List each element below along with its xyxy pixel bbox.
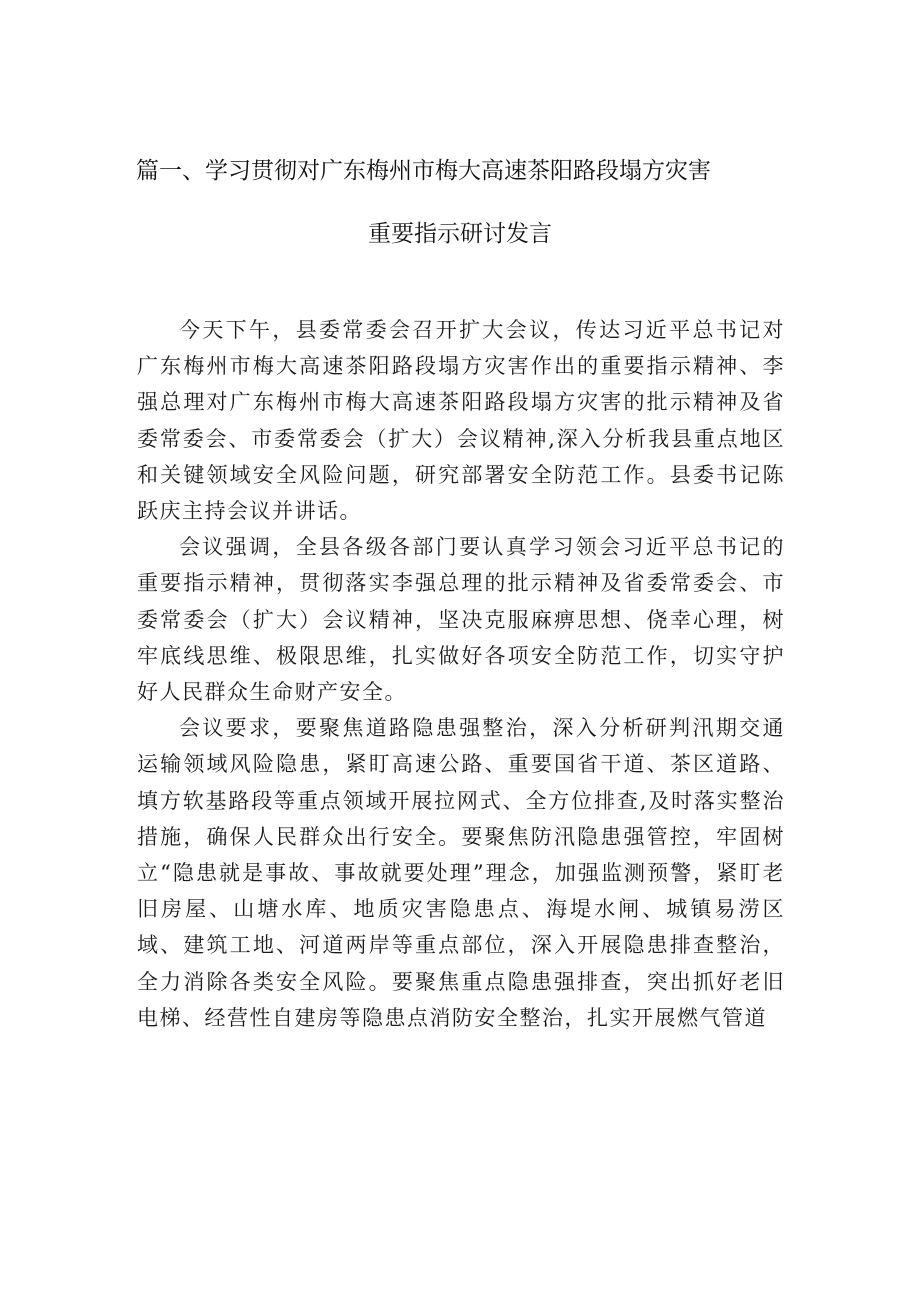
document-title-line-1: 篇一、学习贯彻对广东梅州市梅大高速茶阳路段塌方灾害 [136, 158, 711, 184]
paragraph-1: 今天下午，县委常委会召开扩大会议，传达习近平总书记对广东梅州市梅大高速茶阳路段塌方灾害作出的重要指示精神、李强总理对广东梅州市梅大高速茶阳路段塌方灾害的批示精神及省委常委会、市委常委会（扩大）会议精神,深入分析我县重点地区和关键领域安全风险问题，研究部署安全防范工作。县委书记陈跃庆主持会议并讲话。 [137, 318, 785, 524]
paragraph-2: 会议强调，全县各级各部门要认真学习领会习近平总书记的重要指示精神，贯彻落实李强总理的批示精神及省委常委会、市委常委会（扩大）会议精神，坚决克服麻痹思想、侥幸心理，树牢底线思维、极限思维，扎实做好各项安全防范工作，切实守护好人民群众生命财产安全。 [137, 535, 785, 705]
document-body [137, 312, 785, 1036]
document-title-line-2: 重要指示研讨发言 [368, 221, 552, 247]
paragraph-3: 会议要求，要聚焦道路隐患强整治，深入分析研判汛期交通运输领域风险隐患，紧盯高速公路、重要国省干道、茶区道路、填方软基路段等重点领域开展拉网式、全方位排查,及时落实整治措施，确保人民群众出行安全。要聚焦防汛隐患强管控，牢固树立“隐患就是事故、事故就要处理”理念，加强监测预警，紧盯老旧房屋、山塘水库、地质灾害隐患点、海堤水闸、城镇易涝区域、建筑工地、河道两岸等重点部位，深入开展隐患排查整治，全力消除各类安全风险。要聚焦重点隐患强排查，突出抓好老旧电梯、经营性自建房等隐患点消防安全整治，扎实开展燃气管道 [137, 716, 785, 1030]
